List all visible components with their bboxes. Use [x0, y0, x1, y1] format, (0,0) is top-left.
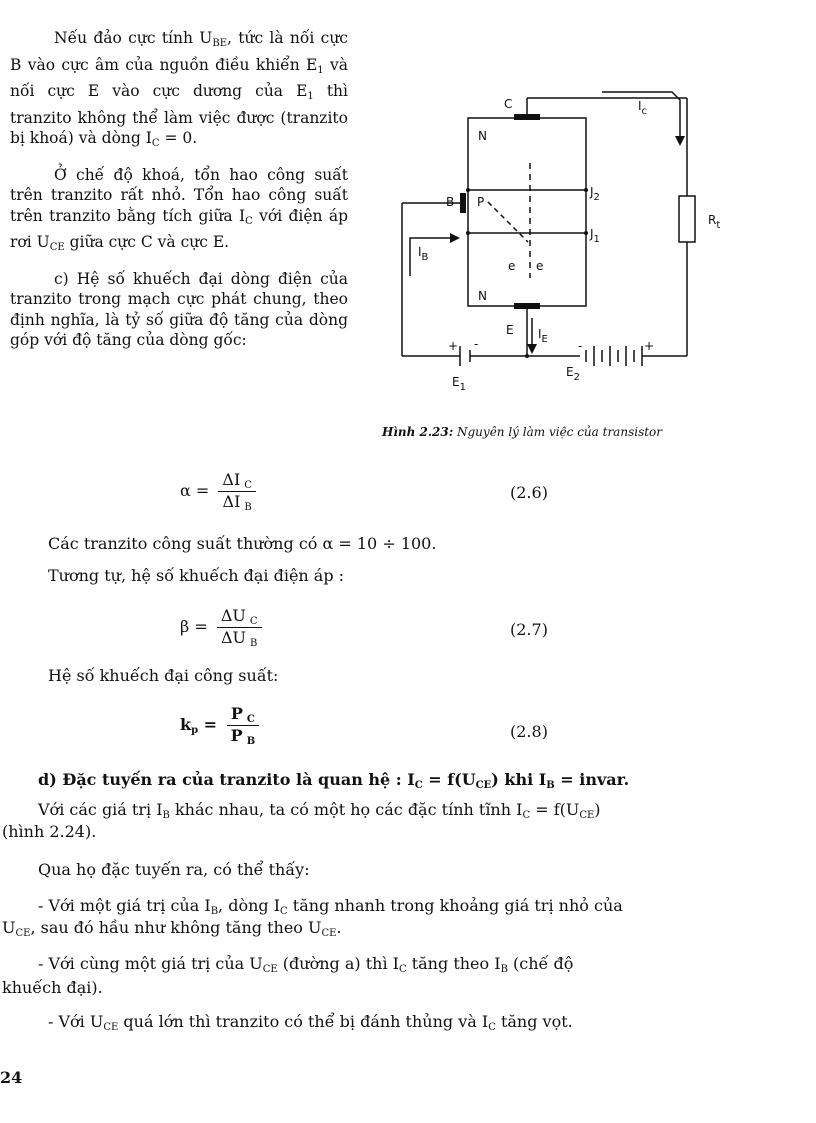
ib-arrow [410, 238, 450, 276]
label-c: C [504, 97, 513, 111]
label-rt: $R_t$ [708, 213, 721, 231]
ie-arrowhead [527, 344, 537, 354]
label-e: E [506, 323, 514, 337]
label-plus-e2: + [644, 339, 655, 353]
label-b: B [446, 195, 455, 209]
body-line-point-1-cont: $U_{CE}$, sau đó hầu như không tăng theo $U_{CE}$. [2, 918, 342, 939]
label-ib: $I_B$ [418, 245, 429, 263]
body-line-family: Với các giá trị $I_B$ khác nhau, ta có một họ các đặc tính tĩnh $I_C = f(U_{CE})$ [38, 800, 601, 821]
label-e1: $E_1$ [452, 375, 466, 393]
label-j1: $J_1$ [590, 227, 600, 245]
label-n-top: N [478, 129, 487, 143]
paragraph-current-gain: c) Hệ số khuếch đại dòng điện của tranzito trong mạch cực phát chung, theo định nghĩa, là tỷ số giữa độ tăng của dòng góp với độ tăng của dòng gốc: [10, 269, 348, 349]
label-n-bottom: N [478, 289, 487, 303]
collector-terminal [514, 114, 540, 120]
resistor-rt [679, 196, 695, 242]
output-characteristic-heading: d) Đặc tuyến ra của tranzito là quan hệ : $I_C = f(U_{CE})$ khi $I_B$ = invar. [38, 770, 630, 791]
transistor-diagram [380, 78, 721, 400]
base-terminal [460, 193, 466, 213]
alpha-range-line: Các tranzito công suất thường có α = 10 ÷ 100. [48, 534, 437, 553]
ib-arrowhead [450, 233, 460, 243]
body-line-point-1: - Với một giá trị của $I_B$, dòng $I_C$ tăng nhanh trong khoảng giá trị nhỏ của [38, 896, 623, 917]
label-e2: $E_2$ [566, 365, 580, 383]
diagonal-dashed-line [488, 202, 528, 242]
label-p: P [477, 195, 485, 209]
label-plus-e1: + [448, 339, 459, 353]
formula-alpha: α = $\frac{\Delta I _C}{\Delta I _B}$ [180, 470, 256, 513]
transistor-body [468, 118, 586, 306]
formula-beta: β = $\frac{\Delta U _C}{\Delta U _B}$ [180, 606, 262, 649]
equation-number-2-6: (2.6) [510, 483, 548, 502]
voltage-gain-intro: Tương tự, hệ số khuếch đại điện áp : [48, 566, 345, 585]
formula-kp: $k_p$ = $\frac{P _C}{P _B}$ [180, 704, 259, 747]
page-number: 24 [0, 1068, 23, 1087]
label-minus-e2: - [578, 339, 583, 353]
equation-number-2-8: (2.8) [510, 722, 548, 741]
emitter-terminal [514, 303, 540, 309]
body-line-point-3: - Với $U_{CE}$ quá lớn thì tranzito có thể bị đánh thủng và $I_C$ tăng vọt. [48, 1012, 573, 1033]
body-line-point-2: - Với cùng một giá trị của $U_{CE}$ (đường a) thì $I_C$ tăng theo $I_B$ (chế độ [38, 954, 574, 975]
body-line-observe: Qua họ đặc tuyến ra, có thể thấy: [38, 860, 310, 879]
equation-number-2-7: (2.7) [510, 620, 548, 639]
label-minus-e1: - [474, 337, 479, 351]
label-j2: $J_2$ [590, 185, 600, 203]
power-gain-intro: Hệ số khuếch đại công suất: [48, 666, 279, 685]
label-ic: $I_c$ [638, 99, 648, 117]
figure-caption: Hình 2.23: Nguyên lý làm việc của transistor [382, 425, 663, 439]
ic-arrowhead [675, 136, 685, 146]
label-ie: $I_E$ [538, 327, 548, 345]
paragraph-reverse-polarity: Nếu đảo cực tính $U_{BE}$, tức là nối cực B vào cực âm của nguồn điều khiển $E_1$ và nối cực E vào cực dương của $E_1$ thì tranzito không thể làm việc được (tranzito bị khoá) và dòng $I_C = 0$. [10, 29, 348, 149]
label-electron-2: e [536, 259, 544, 273]
left-column [10, 28, 348, 361]
label-electron-1: e [508, 259, 516, 273]
body-line-figure-ref: (hình 2.24). [2, 822, 97, 841]
body-line-point-2-cont: khuếch đại). [2, 978, 103, 997]
paragraph-lock-mode: Ở chế độ khoá, tổn hao công suất trên tranzito rất nhỏ. Tổn hao công suất trên tranzito bằng tích giữa $I_C$ với điện áp rơi $U_{CE}$ giữa cực C và cực E. [10, 165, 349, 253]
